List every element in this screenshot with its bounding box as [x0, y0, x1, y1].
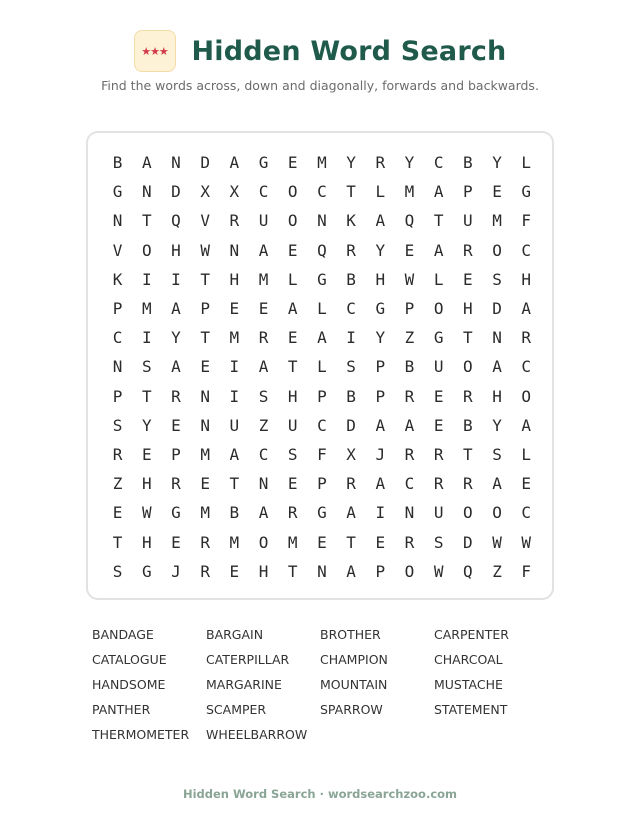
grid-cell[interactable]: M	[229, 328, 240, 348]
grid-cell[interactable]: T	[433, 211, 444, 231]
grid-cell[interactable]: N	[112, 211, 123, 231]
word-list-item: MARGARINE	[206, 677, 282, 692]
grid-cell[interactable]: G	[141, 561, 152, 581]
grid-cell[interactable]: E	[463, 269, 473, 289]
grid-cell[interactable]: M	[287, 532, 298, 552]
grid-cell[interactable]: O	[433, 299, 444, 319]
grid-cell[interactable]: M	[229, 532, 240, 552]
grid-cell[interactable]: C	[404, 474, 415, 494]
grid-cell[interactable]: C	[258, 182, 269, 202]
grid-cell[interactable]: A	[346, 503, 356, 523]
word-list-item: MUSTACHE	[434, 677, 503, 692]
word-list	[92, 626, 552, 751]
grid-cell[interactable]: A	[229, 444, 240, 464]
grid-cell[interactable]: M	[141, 299, 152, 319]
grid-cell[interactable]: S	[258, 386, 269, 406]
grid-cell[interactable]: N	[317, 211, 327, 231]
grid-cell[interactable]: A	[258, 240, 269, 260]
word-list-item: WHEELBARROW	[206, 727, 308, 742]
grid-cell[interactable]: R	[375, 153, 386, 173]
grid-cell[interactable]: E	[200, 474, 210, 494]
grid-cell[interactable]: A	[433, 240, 444, 260]
grid-cell[interactable]: R	[171, 474, 181, 494]
grid-cell[interactable]: Z	[112, 474, 123, 494]
grid-cell[interactable]: R	[258, 328, 269, 348]
grid-cell[interactable]: Y	[375, 328, 386, 348]
grid-cell[interactable]: L	[287, 269, 298, 289]
grid-cell[interactable]: W	[433, 561, 444, 581]
grid-cell[interactable]: K	[112, 269, 123, 289]
grid-cell[interactable]: T	[287, 561, 298, 581]
grid-cell[interactable]: T	[200, 269, 210, 289]
grid-cell[interactable]: F	[521, 211, 532, 231]
grid-cell[interactable]: Y	[141, 415, 152, 435]
word-list-item: CATALOGUE	[92, 652, 167, 667]
grid-cell[interactable]: Q	[317, 240, 327, 260]
grid-cell[interactable]: Y	[492, 415, 502, 435]
word-list-item: CHAMPION	[320, 652, 388, 667]
grid-cell[interactable]: E	[404, 240, 415, 260]
grid-cell[interactable]: R	[433, 474, 444, 494]
grid-cell[interactable]: E	[287, 474, 298, 494]
grid-cell[interactable]: S	[492, 269, 502, 289]
grid-cell[interactable]: O	[287, 182, 298, 202]
grid-cell[interactable]: E	[287, 240, 298, 260]
grid-cell[interactable]: I	[141, 328, 152, 348]
grid-cell[interactable]: E	[492, 182, 502, 202]
puzzle-grid-frame	[86, 131, 554, 600]
instructions: Find the words across, down and diagonally, forwards and backwards.	[101, 78, 539, 93]
grid-cell[interactable]: M	[200, 444, 210, 464]
grid-cell[interactable]: H	[492, 386, 502, 406]
grid-cell[interactable]: O	[258, 532, 269, 552]
grid-cell[interactable]: N	[229, 240, 240, 260]
grid-cell[interactable]: G	[521, 182, 532, 202]
grid-cell[interactable]: C	[112, 328, 123, 348]
grid-cell[interactable]: O	[287, 211, 298, 231]
grid-cell[interactable]: A	[375, 474, 386, 494]
grid-cell[interactable]: M	[492, 211, 502, 231]
grid-cell[interactable]: T	[346, 182, 356, 202]
grid-cell[interactable]: R	[200, 561, 210, 581]
word-list-item: THERMOMETER	[92, 727, 190, 742]
grid-cell[interactable]: C	[346, 299, 356, 319]
stars-icon: ★★★	[141, 44, 168, 58]
grid-cell[interactable]: T	[229, 474, 240, 494]
logo	[134, 30, 176, 72]
grid-cell[interactable]: T	[141, 386, 152, 406]
grid-cell[interactable]: O	[463, 357, 473, 377]
grid-cell[interactable]: S	[492, 444, 502, 464]
grid-cell[interactable]: S	[112, 561, 123, 581]
grid-cell[interactable]: N	[200, 415, 210, 435]
grid-cell[interactable]: P	[375, 357, 386, 377]
grid-cell[interactable]: B	[463, 153, 473, 173]
grid-cell[interactable]: E	[521, 474, 532, 494]
grid-cell[interactable]: L	[433, 269, 444, 289]
grid-cell[interactable]: X	[229, 182, 240, 202]
grid-cell[interactable]: Z	[404, 328, 415, 348]
grid-cell[interactable]: L	[521, 153, 532, 173]
page-title: Hidden Word Search	[191, 35, 507, 67]
grid-cell[interactable]: A	[375, 211, 386, 231]
grid-cell[interactable]: A	[287, 299, 298, 319]
grid-cell[interactable]: N	[404, 503, 415, 523]
grid-cell[interactable]: J	[171, 561, 181, 581]
grid-cell[interactable]: R	[433, 444, 444, 464]
grid-cell[interactable]: H	[375, 269, 386, 289]
grid-cell[interactable]: L	[317, 357, 327, 377]
header	[0, 28, 640, 74]
grid-cell[interactable]: E	[433, 386, 444, 406]
grid-cell[interactable]: A	[229, 153, 240, 173]
grid-cell[interactable]: B	[112, 153, 123, 173]
grid-cell[interactable]: O	[521, 386, 532, 406]
grid-cell[interactable]: W	[492, 532, 502, 552]
grid-cell[interactable]: Z	[492, 561, 502, 581]
grid-cell[interactable]: O	[141, 240, 152, 260]
grid-cell[interactable]: A	[404, 415, 415, 435]
grid-cell[interactable]: R	[112, 444, 123, 464]
grid-cell[interactable]: E	[141, 444, 152, 464]
grid-cell[interactable]: H	[229, 269, 240, 289]
grid-cell[interactable]: A	[171, 299, 181, 319]
grid-cell[interactable]: C	[433, 153, 444, 173]
grid-cell[interactable]: T	[463, 328, 473, 348]
grid-cell[interactable]: Y	[404, 153, 415, 173]
word-list-item: BANDAGE	[92, 627, 154, 642]
word-list-item: MOUNTAIN	[320, 677, 388, 692]
grid-cell[interactable]: A	[258, 357, 269, 377]
grid-cell[interactable]: A	[258, 503, 269, 523]
grid-cell[interactable]: H	[141, 532, 152, 552]
grid-cell[interactable]: P	[463, 182, 473, 202]
grid-cell[interactable]: Q	[171, 211, 181, 231]
word-list-item: CARPENTER	[434, 627, 509, 642]
grid-cell[interactable]: R	[521, 328, 532, 348]
grid-cell[interactable]: X	[346, 444, 356, 464]
grid-cell[interactable]: E	[171, 532, 181, 552]
grid-cell[interactable]: C	[521, 357, 532, 377]
grid-cell[interactable]: C	[317, 182, 327, 202]
grid-cell[interactable]: Z	[258, 415, 269, 435]
grid-cell[interactable]: U	[287, 415, 298, 435]
grid-cell[interactable]: P	[317, 386, 327, 406]
grid-cell[interactable]: E	[258, 299, 269, 319]
grid-cell[interactable]: T	[463, 444, 473, 464]
word-list-item: CATERPILLAR	[206, 652, 290, 667]
grid-cell[interactable]: G	[433, 328, 444, 348]
grid-cell[interactable]: R	[404, 532, 415, 552]
grid-cell[interactable]: B	[463, 415, 473, 435]
grid-cell[interactable]: I	[171, 269, 181, 289]
grid-cell[interactable]: G	[317, 503, 327, 523]
grid-cell[interactable]: O	[492, 503, 502, 523]
grid-cell[interactable]: E	[287, 153, 298, 173]
grid-cell[interactable]: U	[258, 211, 269, 231]
grid-cell[interactable]: D	[346, 415, 356, 435]
grid-cell[interactable]: H	[463, 299, 473, 319]
grid-cell[interactable]: C	[317, 415, 327, 435]
grid-cell[interactable]: Q	[404, 211, 415, 231]
grid-cell[interactable]: M	[258, 269, 269, 289]
grid-cell[interactable]: P	[404, 299, 415, 319]
grid-cell[interactable]: H	[141, 474, 152, 494]
word-list-item: CHARCOAL	[434, 652, 503, 667]
grid-cell[interactable]: S	[112, 415, 123, 435]
grid-cell[interactable]: A	[433, 182, 444, 202]
grid-cell[interactable]: O	[404, 561, 415, 581]
grid-cell[interactable]: X	[200, 182, 210, 202]
grid-cell[interactable]: E	[433, 415, 444, 435]
grid-cell[interactable]: I	[141, 269, 152, 289]
grid-cell[interactable]: Y	[375, 240, 386, 260]
grid-cell[interactable]: A	[317, 328, 327, 348]
grid-cell[interactable]: Y	[171, 328, 181, 348]
grid-cell[interactable]: W	[141, 503, 152, 523]
grid-cell[interactable]: B	[404, 357, 415, 377]
grid-cell[interactable]: S	[346, 357, 356, 377]
grid-cell[interactable]: A	[141, 153, 152, 173]
grid-cell[interactable]: R	[346, 474, 356, 494]
grid-cell[interactable]: V	[112, 240, 123, 260]
grid-cell[interactable]: I	[229, 386, 240, 406]
grid-cell[interactable]: W	[404, 269, 415, 289]
grid-cell[interactable]: I	[229, 357, 240, 377]
word-list-item: HANDSOME	[92, 677, 166, 692]
grid-cell[interactable]: E	[200, 357, 210, 377]
grid-cell[interactable]: S	[141, 357, 152, 377]
grid-cell[interactable]: A	[492, 357, 502, 377]
grid-cell[interactable]: D	[200, 153, 210, 173]
grid-cell[interactable]: C	[521, 503, 532, 523]
grid-cell[interactable]: B	[346, 386, 356, 406]
word-list-item: SPARROW	[320, 702, 383, 717]
grid-cell[interactable]: D	[463, 532, 473, 552]
grid-cell[interactable]: U	[463, 211, 473, 231]
grid-cell[interactable]: R	[200, 532, 210, 552]
grid-cell[interactable]: G	[112, 182, 123, 202]
grid-cell[interactable]: E	[112, 503, 123, 523]
grid-cell[interactable]: W	[200, 240, 210, 260]
grid-cell[interactable]: E	[287, 328, 298, 348]
grid-cell[interactable]: A	[492, 474, 502, 494]
grid-cell[interactable]: N	[258, 474, 269, 494]
grid-cell[interactable]: R	[463, 240, 473, 260]
grid-cell[interactable]: O	[463, 503, 473, 523]
word-list-item: BROTHER	[320, 627, 381, 642]
grid-cell[interactable]: T	[287, 357, 298, 377]
grid-cell[interactable]: G	[375, 299, 386, 319]
grid-cell[interactable]: P	[375, 386, 386, 406]
grid-cell[interactable]: E	[229, 561, 240, 581]
grid-cell[interactable]: F	[317, 444, 327, 464]
grid-cell[interactable]: N	[200, 386, 210, 406]
grid-cell[interactable]: D	[492, 299, 502, 319]
grid-cell[interactable]: R	[346, 240, 356, 260]
grid-cell[interactable]: A	[171, 357, 181, 377]
grid-cell[interactable]: A	[346, 561, 356, 581]
grid-cell[interactable]: M	[200, 503, 210, 523]
grid-cell[interactable]: P	[375, 561, 386, 581]
grid-cell[interactable]: P	[171, 444, 181, 464]
grid-cell[interactable]: P	[112, 299, 123, 319]
word-list-item: PANTHER	[92, 702, 151, 717]
grid-cell[interactable]: E	[229, 299, 240, 319]
grid-cell[interactable]: I	[346, 328, 356, 348]
grid-cell[interactable]: E	[375, 532, 386, 552]
grid-cell[interactable]: H	[171, 240, 181, 260]
grid-cell[interactable]: Q	[463, 561, 473, 581]
letter-grid	[103, 148, 541, 586]
grid-cell[interactable]: M	[317, 153, 327, 173]
grid-cell[interactable]: T	[141, 211, 152, 231]
grid-cell[interactable]: Y	[492, 153, 502, 173]
grid-cell[interactable]: U	[433, 503, 444, 523]
grid-cell[interactable]: B	[229, 503, 240, 523]
grid-cell[interactable]: V	[200, 211, 210, 231]
grid-cell[interactable]: D	[171, 182, 181, 202]
grid-cell[interactable]: B	[346, 269, 356, 289]
grid-cell[interactable]: H	[258, 561, 269, 581]
grid-cell[interactable]: J	[375, 444, 386, 464]
grid-cell[interactable]: F	[521, 561, 532, 581]
grid-cell[interactable]: P	[317, 474, 327, 494]
word-list-item: SCAMPER	[206, 702, 267, 717]
grid-cell[interactable]: N	[171, 153, 181, 173]
grid-cell[interactable]: T	[112, 532, 123, 552]
grid-cell[interactable]: W	[521, 532, 532, 552]
grid-cell[interactable]: R	[463, 474, 473, 494]
grid-cell[interactable]: U	[229, 415, 240, 435]
word-list-item: STATEMENT	[434, 702, 508, 717]
grid-cell[interactable]: I	[375, 503, 386, 523]
footer: Hidden Word Search · wordsearchzoo.com	[182, 787, 458, 801]
grid-cell[interactable]: N	[492, 328, 502, 348]
grid-cell[interactable]: T	[200, 328, 210, 348]
grid-cell[interactable]: R	[404, 444, 415, 464]
grid-cell[interactable]: G	[317, 269, 327, 289]
grid-cell[interactable]: A	[521, 299, 532, 319]
grid-cell[interactable]: R	[287, 503, 298, 523]
grid-cell[interactable]: Y	[346, 153, 356, 173]
grid-cell[interactable]: U	[433, 357, 444, 377]
grid-cell[interactable]: R	[171, 386, 181, 406]
grid-cell[interactable]: C	[258, 444, 269, 464]
grid-cell[interactable]: S	[433, 532, 444, 552]
grid-cell[interactable]: K	[346, 211, 356, 231]
grid-cell[interactable]: H	[521, 269, 532, 289]
grid-cell[interactable]: T	[346, 532, 356, 552]
grid-cell[interactable]: E	[317, 532, 327, 552]
grid-cell[interactable]: P	[112, 386, 123, 406]
grid-cell[interactable]: S	[287, 444, 298, 464]
grid-cell[interactable]: A	[375, 415, 386, 435]
grid-cell[interactable]: C	[521, 240, 532, 260]
grid-cell[interactable]: L	[317, 299, 327, 319]
grid-cell[interactable]: M	[404, 182, 415, 202]
grid-cell[interactable]: P	[200, 299, 210, 319]
grid-cell[interactable]: H	[287, 386, 298, 406]
grid-cell[interactable]: G	[171, 503, 181, 523]
grid-cell[interactable]: G	[258, 153, 269, 173]
grid-cell[interactable]: R	[463, 386, 473, 406]
grid-cell[interactable]: E	[171, 415, 181, 435]
word-list-item: BARGAIN	[206, 627, 264, 642]
grid-cell[interactable]: R	[404, 386, 415, 406]
grid-cell[interactable]: R	[229, 211, 240, 231]
grid-cell[interactable]: L	[521, 444, 532, 464]
grid-cell[interactable]: L	[375, 182, 386, 202]
grid-cell[interactable]: O	[492, 240, 502, 260]
grid-cell[interactable]: N	[317, 561, 327, 581]
grid-cell[interactable]: A	[521, 415, 532, 435]
grid-cell[interactable]: N	[112, 357, 123, 377]
grid-cell[interactable]: N	[141, 182, 152, 202]
